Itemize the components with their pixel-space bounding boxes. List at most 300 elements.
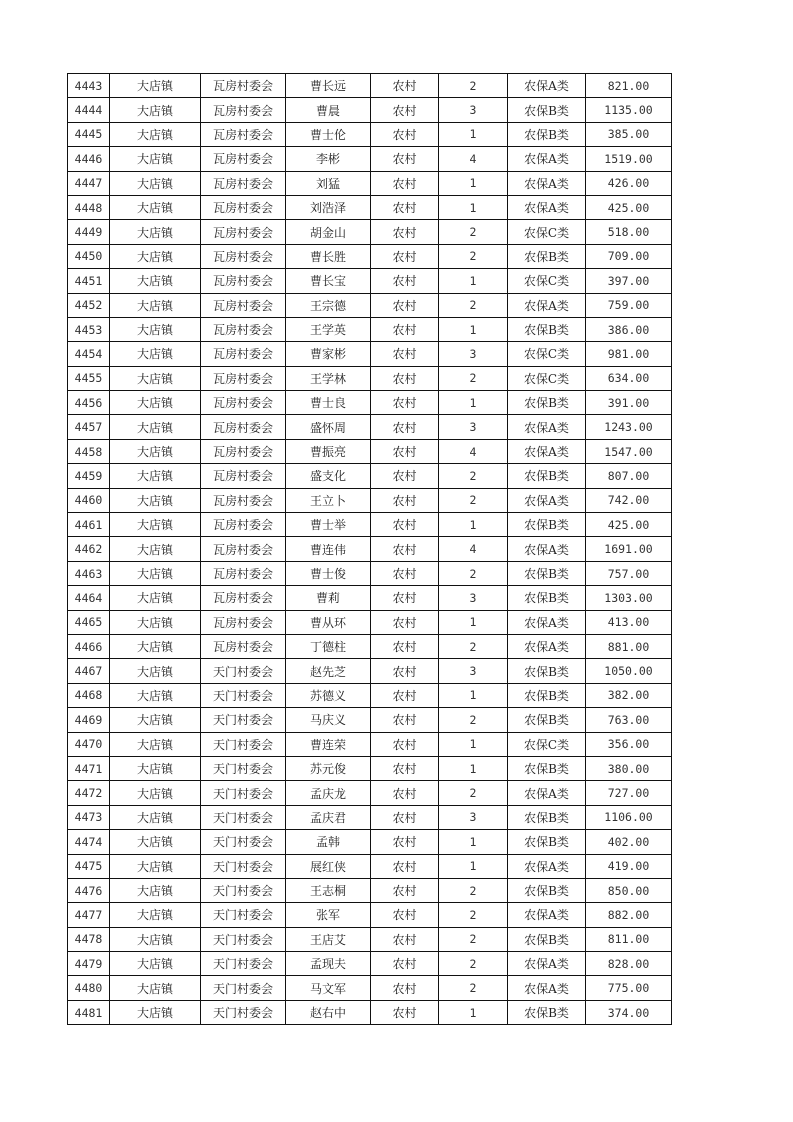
cell-amount: 518.00 (586, 220, 672, 244)
cell-category: 农保B类 (508, 317, 586, 341)
cell-type: 农村 (371, 171, 439, 195)
cell-category: 农保B类 (508, 586, 586, 610)
cell-category: 农保B类 (508, 464, 586, 488)
table-row (68, 464, 672, 488)
cell-id: 4465 (68, 610, 110, 634)
cell-town: 大店镇 (110, 878, 201, 902)
cell-amount: 1050.00 (586, 659, 672, 683)
cell-id: 4480 (68, 976, 110, 1000)
cell-household-size: 1 (439, 317, 508, 341)
cell-household-size: 2 (439, 293, 508, 317)
cell-household-size: 3 (439, 659, 508, 683)
cell-town: 大店镇 (110, 805, 201, 829)
cell-category: 农保C类 (508, 269, 586, 293)
cell-type: 农村 (371, 854, 439, 878)
cell-amount: 634.00 (586, 366, 672, 390)
cell-household-size: 2 (439, 903, 508, 927)
cell-town: 大店镇 (110, 122, 201, 146)
cell-category: 农保C类 (508, 366, 586, 390)
cell-name: 盛支化 (286, 464, 371, 488)
cell-id: 4451 (68, 269, 110, 293)
cell-id: 4467 (68, 659, 110, 683)
cell-category: 农保B类 (508, 878, 586, 902)
cell-amount: 1106.00 (586, 805, 672, 829)
cell-type: 农村 (371, 659, 439, 683)
cell-name: 刘浩泽 (286, 195, 371, 219)
cell-id: 4481 (68, 1000, 110, 1024)
cell-town: 大店镇 (110, 269, 201, 293)
cell-name: 曹连荣 (286, 732, 371, 756)
cell-name: 曹连伟 (286, 537, 371, 561)
cell-type: 农村 (371, 586, 439, 610)
cell-village: 瓦房村委会 (201, 610, 286, 634)
cell-category: 农保C类 (508, 220, 586, 244)
cell-id: 4470 (68, 732, 110, 756)
cell-village: 瓦房村委会 (201, 171, 286, 195)
cell-amount: 391.00 (586, 391, 672, 415)
cell-town: 大店镇 (110, 220, 201, 244)
cell-amount: 374.00 (586, 1000, 672, 1024)
cell-village: 瓦房村委会 (201, 439, 286, 463)
cell-household-size: 2 (439, 488, 508, 512)
table-row (68, 854, 672, 878)
cell-type: 农村 (371, 561, 439, 585)
cell-amount: 807.00 (586, 464, 672, 488)
cell-town: 大店镇 (110, 439, 201, 463)
cell-category: 农保A类 (508, 952, 586, 976)
cell-amount: 380.00 (586, 756, 672, 780)
cell-name: 曹士俊 (286, 561, 371, 585)
cell-id: 4461 (68, 513, 110, 537)
cell-amount: 426.00 (586, 171, 672, 195)
cell-type: 农村 (371, 269, 439, 293)
cell-household-size: 1 (439, 269, 508, 293)
cell-town: 大店镇 (110, 708, 201, 732)
cell-id: 4468 (68, 683, 110, 707)
cell-household-size: 2 (439, 244, 508, 268)
cell-household-size: 2 (439, 74, 508, 98)
table-row (68, 488, 672, 512)
cell-household-size: 3 (439, 415, 508, 439)
cell-household-size: 2 (439, 220, 508, 244)
cell-category: 农保A类 (508, 415, 586, 439)
cell-category: 农保B类 (508, 708, 586, 732)
cell-village: 天门村委会 (201, 683, 286, 707)
cell-name: 赵右中 (286, 1000, 371, 1024)
cell-type: 农村 (371, 976, 439, 1000)
cell-type: 农村 (371, 756, 439, 780)
cell-type: 农村 (371, 317, 439, 341)
cell-household-size: 1 (439, 195, 508, 219)
cell-category: 农保B类 (508, 391, 586, 415)
cell-town: 大店镇 (110, 488, 201, 512)
cell-name: 王学英 (286, 317, 371, 341)
cell-household-size: 1 (439, 391, 508, 415)
cell-category: 农保A类 (508, 854, 586, 878)
cell-village: 天门村委会 (201, 976, 286, 1000)
cell-type: 农村 (371, 537, 439, 561)
cell-category: 农保B类 (508, 561, 586, 585)
table-row (68, 415, 672, 439)
cell-type: 农村 (371, 147, 439, 171)
cell-amount: 1243.00 (586, 415, 672, 439)
cell-town: 大店镇 (110, 854, 201, 878)
table-row (68, 756, 672, 780)
cell-name: 曹莉 (286, 586, 371, 610)
cell-id: 4466 (68, 634, 110, 658)
table-row (68, 439, 672, 463)
cell-type: 农村 (371, 244, 439, 268)
table-row (68, 366, 672, 390)
cell-category: 农保A类 (508, 537, 586, 561)
cell-type: 农村 (371, 830, 439, 854)
table-row (68, 781, 672, 805)
cell-type: 农村 (371, 464, 439, 488)
cell-id: 4459 (68, 464, 110, 488)
cell-amount: 727.00 (586, 781, 672, 805)
table-row (68, 537, 672, 561)
table-row (68, 269, 672, 293)
table-row (68, 586, 672, 610)
cell-household-size: 1 (439, 830, 508, 854)
cell-town: 大店镇 (110, 756, 201, 780)
cell-name: 张军 (286, 903, 371, 927)
cell-amount: 821.00 (586, 74, 672, 98)
cell-category: 农保B类 (508, 659, 586, 683)
cell-village: 天门村委会 (201, 659, 286, 683)
cell-town: 大店镇 (110, 537, 201, 561)
cell-type: 农村 (371, 903, 439, 927)
cell-type: 农村 (371, 122, 439, 146)
cell-type: 农村 (371, 195, 439, 219)
cell-type: 农村 (371, 439, 439, 463)
cell-category: 农保B类 (508, 927, 586, 951)
cell-village: 瓦房村委会 (201, 586, 286, 610)
table-row (68, 708, 672, 732)
cell-amount: 413.00 (586, 610, 672, 634)
cell-household-size: 2 (439, 927, 508, 951)
cell-type: 农村 (371, 610, 439, 634)
cell-id: 4462 (68, 537, 110, 561)
table-row (68, 391, 672, 415)
table-row (68, 927, 672, 951)
cell-town: 大店镇 (110, 903, 201, 927)
table-row (68, 805, 672, 829)
cell-village: 天门村委会 (201, 781, 286, 805)
cell-town: 大店镇 (110, 610, 201, 634)
cell-id: 4456 (68, 391, 110, 415)
cell-town: 大店镇 (110, 195, 201, 219)
cell-amount: 397.00 (586, 269, 672, 293)
cell-town: 大店镇 (110, 586, 201, 610)
cell-town: 大店镇 (110, 1000, 201, 1024)
cell-village: 瓦房村委会 (201, 561, 286, 585)
cell-type: 农村 (371, 781, 439, 805)
cell-town: 大店镇 (110, 366, 201, 390)
cell-category: 农保A类 (508, 74, 586, 98)
cell-id: 4444 (68, 98, 110, 122)
cell-household-size: 1 (439, 683, 508, 707)
table-row (68, 513, 672, 537)
cell-name: 刘猛 (286, 171, 371, 195)
cell-village: 瓦房村委会 (201, 269, 286, 293)
cell-amount: 709.00 (586, 244, 672, 268)
cell-type: 农村 (371, 683, 439, 707)
cell-household-size: 2 (439, 464, 508, 488)
cell-type: 农村 (371, 805, 439, 829)
cell-village: 瓦房村委会 (201, 513, 286, 537)
cell-id: 4449 (68, 220, 110, 244)
cell-town: 大店镇 (110, 342, 201, 366)
cell-town: 大店镇 (110, 683, 201, 707)
cell-amount: 882.00 (586, 903, 672, 927)
cell-household-size: 2 (439, 708, 508, 732)
cell-household-size: 1 (439, 610, 508, 634)
table-row (68, 561, 672, 585)
cell-village: 瓦房村委会 (201, 464, 286, 488)
table-body (68, 74, 672, 1025)
cell-name: 曹家彬 (286, 342, 371, 366)
cell-household-size: 2 (439, 952, 508, 976)
cell-household-size: 1 (439, 756, 508, 780)
cell-village: 天门村委会 (201, 1000, 286, 1024)
cell-amount: 1519.00 (586, 147, 672, 171)
cell-type: 农村 (371, 634, 439, 658)
cell-village: 瓦房村委会 (201, 317, 286, 341)
cell-village: 瓦房村委会 (201, 488, 286, 512)
cell-id: 4455 (68, 366, 110, 390)
table-row (68, 244, 672, 268)
cell-amount: 811.00 (586, 927, 672, 951)
cell-household-size: 3 (439, 98, 508, 122)
cell-household-size: 2 (439, 634, 508, 658)
cell-village: 瓦房村委会 (201, 391, 286, 415)
cell-category: 农保B类 (508, 98, 586, 122)
cell-household-size: 2 (439, 878, 508, 902)
cell-id: 4469 (68, 708, 110, 732)
table-row (68, 317, 672, 341)
cell-village: 天门村委会 (201, 732, 286, 756)
table-row (68, 171, 672, 195)
cell-town: 大店镇 (110, 171, 201, 195)
cell-type: 农村 (371, 708, 439, 732)
cell-village: 天门村委会 (201, 903, 286, 927)
cell-name: 孟现夫 (286, 952, 371, 976)
cell-town: 大店镇 (110, 976, 201, 1000)
cell-id: 4454 (68, 342, 110, 366)
cell-village: 瓦房村委会 (201, 74, 286, 98)
cell-category: 农保A类 (508, 293, 586, 317)
cell-amount: 1691.00 (586, 537, 672, 561)
cell-amount: 425.00 (586, 195, 672, 219)
cell-id: 4447 (68, 171, 110, 195)
cell-name: 马文军 (286, 976, 371, 1000)
cell-village: 天门村委会 (201, 927, 286, 951)
cell-amount: 881.00 (586, 634, 672, 658)
cell-town: 大店镇 (110, 464, 201, 488)
cell-type: 农村 (371, 732, 439, 756)
cell-village: 瓦房村委会 (201, 537, 286, 561)
cell-name: 孟韩 (286, 830, 371, 854)
cell-category: 农保A类 (508, 976, 586, 1000)
cell-village: 天门村委会 (201, 805, 286, 829)
table-row (68, 220, 672, 244)
cell-name: 赵先芝 (286, 659, 371, 683)
cell-town: 大店镇 (110, 391, 201, 415)
cell-name: 马庆义 (286, 708, 371, 732)
cell-village: 天门村委会 (201, 708, 286, 732)
cell-town: 大店镇 (110, 927, 201, 951)
cell-name: 曹振亮 (286, 439, 371, 463)
cell-type: 农村 (371, 513, 439, 537)
cell-name: 丁德柱 (286, 634, 371, 658)
cell-category: 农保B类 (508, 830, 586, 854)
table-row (68, 610, 672, 634)
cell-village: 瓦房村委会 (201, 147, 286, 171)
cell-household-size: 3 (439, 586, 508, 610)
cell-amount: 386.00 (586, 317, 672, 341)
cell-id: 4476 (68, 878, 110, 902)
cell-town: 大店镇 (110, 830, 201, 854)
cell-town: 大店镇 (110, 244, 201, 268)
cell-village: 瓦房村委会 (201, 366, 286, 390)
cell-amount: 1547.00 (586, 439, 672, 463)
table-row (68, 952, 672, 976)
cell-village: 天门村委会 (201, 830, 286, 854)
cell-id: 4453 (68, 317, 110, 341)
cell-type: 农村 (371, 391, 439, 415)
cell-village: 瓦房村委会 (201, 98, 286, 122)
cell-village: 瓦房村委会 (201, 293, 286, 317)
cell-household-size: 4 (439, 439, 508, 463)
cell-amount: 757.00 (586, 561, 672, 585)
cell-category: 农保A类 (508, 171, 586, 195)
cell-id: 4443 (68, 74, 110, 98)
cell-town: 大店镇 (110, 732, 201, 756)
cell-amount: 775.00 (586, 976, 672, 1000)
cell-amount: 419.00 (586, 854, 672, 878)
cell-household-size: 1 (439, 854, 508, 878)
cell-household-size: 3 (439, 805, 508, 829)
cell-type: 农村 (371, 1000, 439, 1024)
cell-household-size: 1 (439, 171, 508, 195)
cell-category: 农保A类 (508, 488, 586, 512)
cell-name: 孟庆君 (286, 805, 371, 829)
cell-category: 农保A类 (508, 147, 586, 171)
table-row (68, 342, 672, 366)
cell-name: 展红侠 (286, 854, 371, 878)
cell-name: 苏德义 (286, 683, 371, 707)
cell-category: 农保B类 (508, 244, 586, 268)
table-row (68, 976, 672, 1000)
cell-town: 大店镇 (110, 98, 201, 122)
cell-type: 农村 (371, 98, 439, 122)
cell-town: 大店镇 (110, 317, 201, 341)
cell-type: 农村 (371, 488, 439, 512)
cell-village: 天门村委会 (201, 756, 286, 780)
cell-name: 王立卜 (286, 488, 371, 512)
cell-amount: 425.00 (586, 513, 672, 537)
cell-type: 农村 (371, 952, 439, 976)
cell-town: 大店镇 (110, 147, 201, 171)
cell-name: 苏元俊 (286, 756, 371, 780)
cell-type: 农村 (371, 74, 439, 98)
cell-amount: 1303.00 (586, 586, 672, 610)
cell-village: 瓦房村委会 (201, 195, 286, 219)
cell-village: 天门村委会 (201, 952, 286, 976)
cell-id: 4464 (68, 586, 110, 610)
cell-category: 农保A类 (508, 903, 586, 927)
cell-village: 瓦房村委会 (201, 634, 286, 658)
cell-name: 曹晨 (286, 98, 371, 122)
cell-name: 曹士良 (286, 391, 371, 415)
cell-household-size: 1 (439, 513, 508, 537)
cell-household-size: 1 (439, 122, 508, 146)
cell-village: 瓦房村委会 (201, 342, 286, 366)
cell-household-size: 2 (439, 976, 508, 1000)
cell-id: 4472 (68, 781, 110, 805)
cell-household-size: 2 (439, 366, 508, 390)
cell-type: 农村 (371, 293, 439, 317)
cell-household-size: 1 (439, 732, 508, 756)
table-row (68, 830, 672, 854)
cell-id: 4479 (68, 952, 110, 976)
cell-town: 大店镇 (110, 781, 201, 805)
cell-name: 王志桐 (286, 878, 371, 902)
cell-category: 农保A类 (508, 610, 586, 634)
cell-household-size: 4 (439, 537, 508, 561)
cell-household-size: 1 (439, 1000, 508, 1024)
table-row (68, 634, 672, 658)
table-row (68, 1000, 672, 1024)
cell-id: 4478 (68, 927, 110, 951)
cell-id: 4452 (68, 293, 110, 317)
cell-town: 大店镇 (110, 74, 201, 98)
cell-name: 王店艾 (286, 927, 371, 951)
cell-name: 盛怀周 (286, 415, 371, 439)
cell-category: 农保B类 (508, 1000, 586, 1024)
cell-name: 曹士举 (286, 513, 371, 537)
cell-village: 瓦房村委会 (201, 220, 286, 244)
cell-category: 农保A类 (508, 781, 586, 805)
subsidy-table (67, 73, 672, 1025)
cell-town: 大店镇 (110, 659, 201, 683)
cell-amount: 759.00 (586, 293, 672, 317)
cell-town: 大店镇 (110, 634, 201, 658)
cell-amount: 850.00 (586, 878, 672, 902)
cell-amount: 828.00 (586, 952, 672, 976)
cell-id: 4473 (68, 805, 110, 829)
table-row (68, 293, 672, 317)
cell-id: 4475 (68, 854, 110, 878)
table-row (68, 659, 672, 683)
cell-amount: 356.00 (586, 732, 672, 756)
cell-type: 农村 (371, 415, 439, 439)
table-row (68, 683, 672, 707)
cell-village: 天门村委会 (201, 878, 286, 902)
cell-category: 农保C类 (508, 732, 586, 756)
cell-name: 王宗德 (286, 293, 371, 317)
cell-type: 农村 (371, 878, 439, 902)
cell-category: 农保A类 (508, 439, 586, 463)
cell-town: 大店镇 (110, 561, 201, 585)
cell-category: 农保A类 (508, 195, 586, 219)
cell-id: 4458 (68, 439, 110, 463)
cell-type: 农村 (371, 220, 439, 244)
cell-id: 4477 (68, 903, 110, 927)
cell-name: 曹长宝 (286, 269, 371, 293)
cell-id: 4463 (68, 561, 110, 585)
